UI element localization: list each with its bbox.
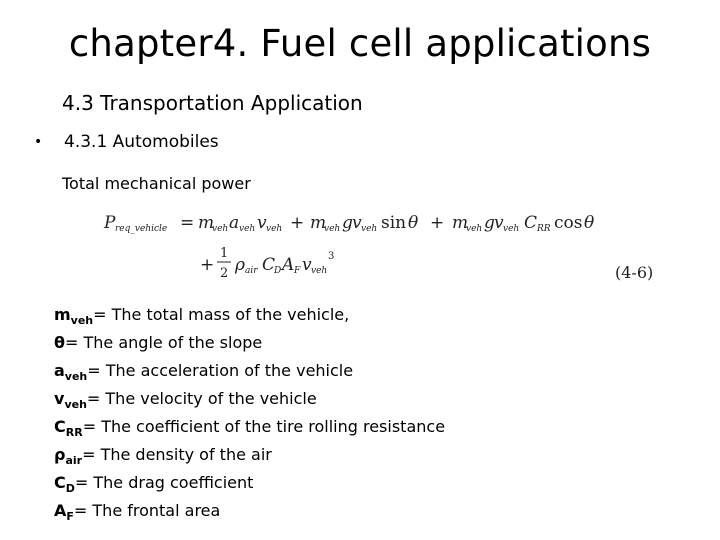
svg-text:g: g	[342, 213, 353, 233]
svg-text:P: P	[104, 213, 116, 233]
svg-text:A: A	[282, 255, 295, 275]
svg-text:req_vehicle: req_vehicle	[115, 224, 168, 234]
svg-text:veh: veh	[311, 266, 328, 276]
svg-text:=: =	[180, 213, 195, 233]
definition-symbol: a	[54, 361, 65, 380]
definition-symbol: C	[54, 473, 66, 492]
definition-text: = The density of the air	[82, 445, 272, 464]
definition-subscript: D	[65, 482, 75, 495]
svg-text:3: 3	[328, 251, 335, 262]
svg-text:C: C	[262, 255, 276, 275]
svg-text:θ: θ	[408, 213, 419, 233]
svg-text:air: air	[245, 266, 258, 276]
svg-text:veh: veh	[503, 224, 520, 234]
svg-text:a: a	[229, 213, 240, 233]
definition-row	[54, 442, 445, 470]
definition-subscript: F	[66, 510, 74, 523]
definition-row	[54, 386, 445, 414]
definition-text: = The frontal area	[73, 501, 221, 520]
definition-subscript: veh	[70, 314, 94, 327]
definition-row	[54, 302, 445, 330]
svg-text:v: v	[257, 213, 267, 233]
equation-number: (4-6)	[615, 263, 654, 282]
definition-row	[54, 358, 445, 386]
intro-text: Total mechanical power	[62, 174, 251, 193]
bullet-marker: •	[34, 134, 43, 150]
svg-text:+: +	[200, 255, 215, 275]
power-equation	[100, 200, 670, 292]
definition-subscript: veh	[64, 398, 87, 411]
svg-text:ρ: ρ	[235, 255, 245, 275]
svg-text:C: C	[524, 213, 538, 233]
definition-symbol: ρ	[54, 445, 66, 464]
svg-text:veh: veh	[361, 224, 378, 234]
svg-text:g: g	[484, 213, 495, 233]
svg-text:sin: sin	[381, 213, 407, 233]
definition-subscript: RR	[65, 426, 83, 439]
svg-text:1: 1	[220, 246, 229, 261]
svg-text:veh: veh	[324, 224, 341, 234]
svg-text:veh: veh	[212, 224, 229, 234]
slide-title: chapter4. Fuel cell applications	[68, 22, 652, 65]
definition-text: = The angle of the slope	[65, 333, 263, 352]
definition-symbol: m	[54, 305, 71, 324]
svg-text:+: +	[430, 213, 445, 233]
svg-text:D: D	[274, 266, 282, 276]
definition-subscript: veh	[64, 370, 88, 383]
svg-text:2: 2	[220, 266, 229, 281]
definition-row	[54, 414, 445, 442]
definition-symbol: θ	[54, 333, 65, 352]
svg-text:cos: cos	[554, 213, 583, 233]
svg-text:RR: RR	[537, 224, 551, 234]
svg-text:m: m	[198, 213, 215, 233]
svg-text:v: v	[302, 255, 312, 275]
definition-subscript: air	[65, 454, 83, 467]
svg-text:+: +	[290, 213, 305, 233]
definition-text: = The total mass of the vehicle,	[93, 305, 350, 324]
svg-text:θ: θ	[584, 213, 595, 233]
definition-row	[54, 330, 445, 358]
definitions-list	[54, 302, 445, 526]
bullet-text: 4.3.1 Automobiles	[64, 132, 219, 152]
definition-symbol: A	[54, 501, 67, 520]
equation-image	[100, 200, 670, 292]
definition-symbol: C	[54, 417, 66, 436]
definition-symbol: v	[54, 389, 65, 408]
definition-row	[54, 498, 445, 526]
definition-text: = The velocity of the vehicle	[86, 389, 317, 408]
svg-text:veh: veh	[466, 224, 483, 234]
section-subtitle: 4.3 Transportation Application	[62, 91, 363, 115]
svg-text:F: F	[294, 266, 301, 276]
definition-text: = The acceleration of the vehicle	[87, 361, 354, 380]
svg-text:veh: veh	[266, 224, 283, 234]
definition-text: = The coefficient of the tire rolling resistance	[82, 417, 446, 436]
svg-text:v: v	[494, 213, 504, 233]
svg-text:v: v	[352, 213, 362, 233]
definition-text: = The drag coefficient	[74, 473, 254, 492]
svg-text:veh: veh	[239, 224, 256, 234]
bullet-item	[34, 132, 219, 152]
svg-text:m: m	[452, 213, 469, 233]
definition-row	[54, 470, 445, 498]
svg-text:m: m	[310, 213, 327, 233]
